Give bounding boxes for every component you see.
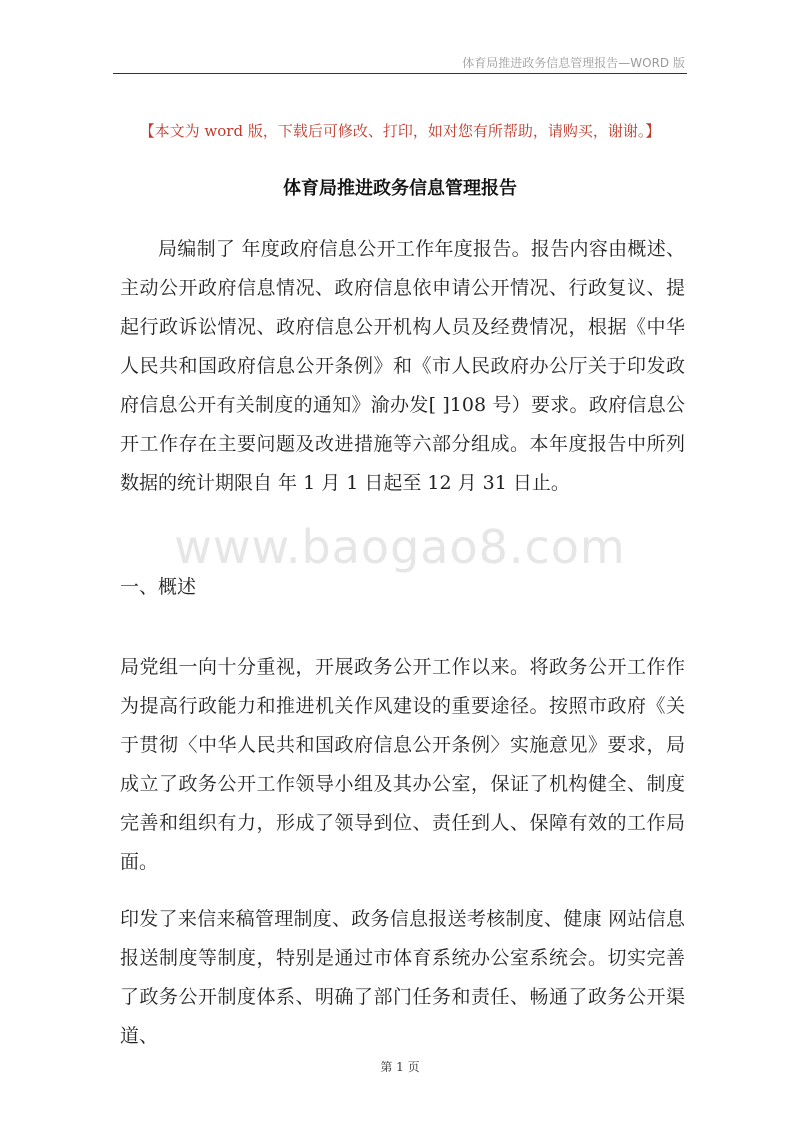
overview-paragraph-2: 印发了来信来稿管理制度、政务信息报送考核制度、健康 网站信息报送制度等制度，特别是通过市体育系统办公室系统会。切实完善了政务公开制度体系、明确了部门任务和责任、畅通了政务公开渠道、 [120, 908, 685, 1047]
running-header: 体育局推进政务信息管理报告—WORD 版 [462, 56, 685, 70]
overview-paragraph-1: 局党组一向十分重视，开展政务公开工作以来。将政务公开工作作为提高行政能力和推进机关作风建设的重要途径。按照市政府《关于贯彻〈中华人民共和国政府信息公开条例〉实施意见》要求，局成立了政务公开工作领导小组及其办公室，保证了机构健全、制度完善和组织有力，形成了领导到位、责任到人、保障有效的工作局面。 [120, 656, 685, 873]
watermark: www.baogao8.com [174, 520, 626, 574]
page-number: 第 1 页 [380, 1060, 420, 1074]
purchase-notice: 【本文为 word 版，下载后可修改、打印，如对您有所帮助，请购买，谢谢。】 [139, 122, 661, 140]
header-divider [113, 73, 687, 74]
section-heading-overview: 一、概述 [120, 576, 197, 598]
intro-paragraph: 局编制了 年度政府信息公开工作年度报告。报告内容由概述、主动公开政府信息情况、政府信息依申请公开情况、行政复议、提起行政诉讼情况、政府信息公开机构人员及经费情况，根据《中华人民共和国政府信息公开条例》和《市人民政府办公厅关于印发政府信息公开有关制度的通知》渝办发[ ]108 号）要求。政府信息公开工作存在主要问题及改进措施等六部分组成。本年度报告中所列数据的统计期限自 年 1 月 1 日起至 12 月 31 日止。 [120, 238, 685, 494]
document-title: 体育局推进政务信息管理报告 [283, 178, 517, 199]
